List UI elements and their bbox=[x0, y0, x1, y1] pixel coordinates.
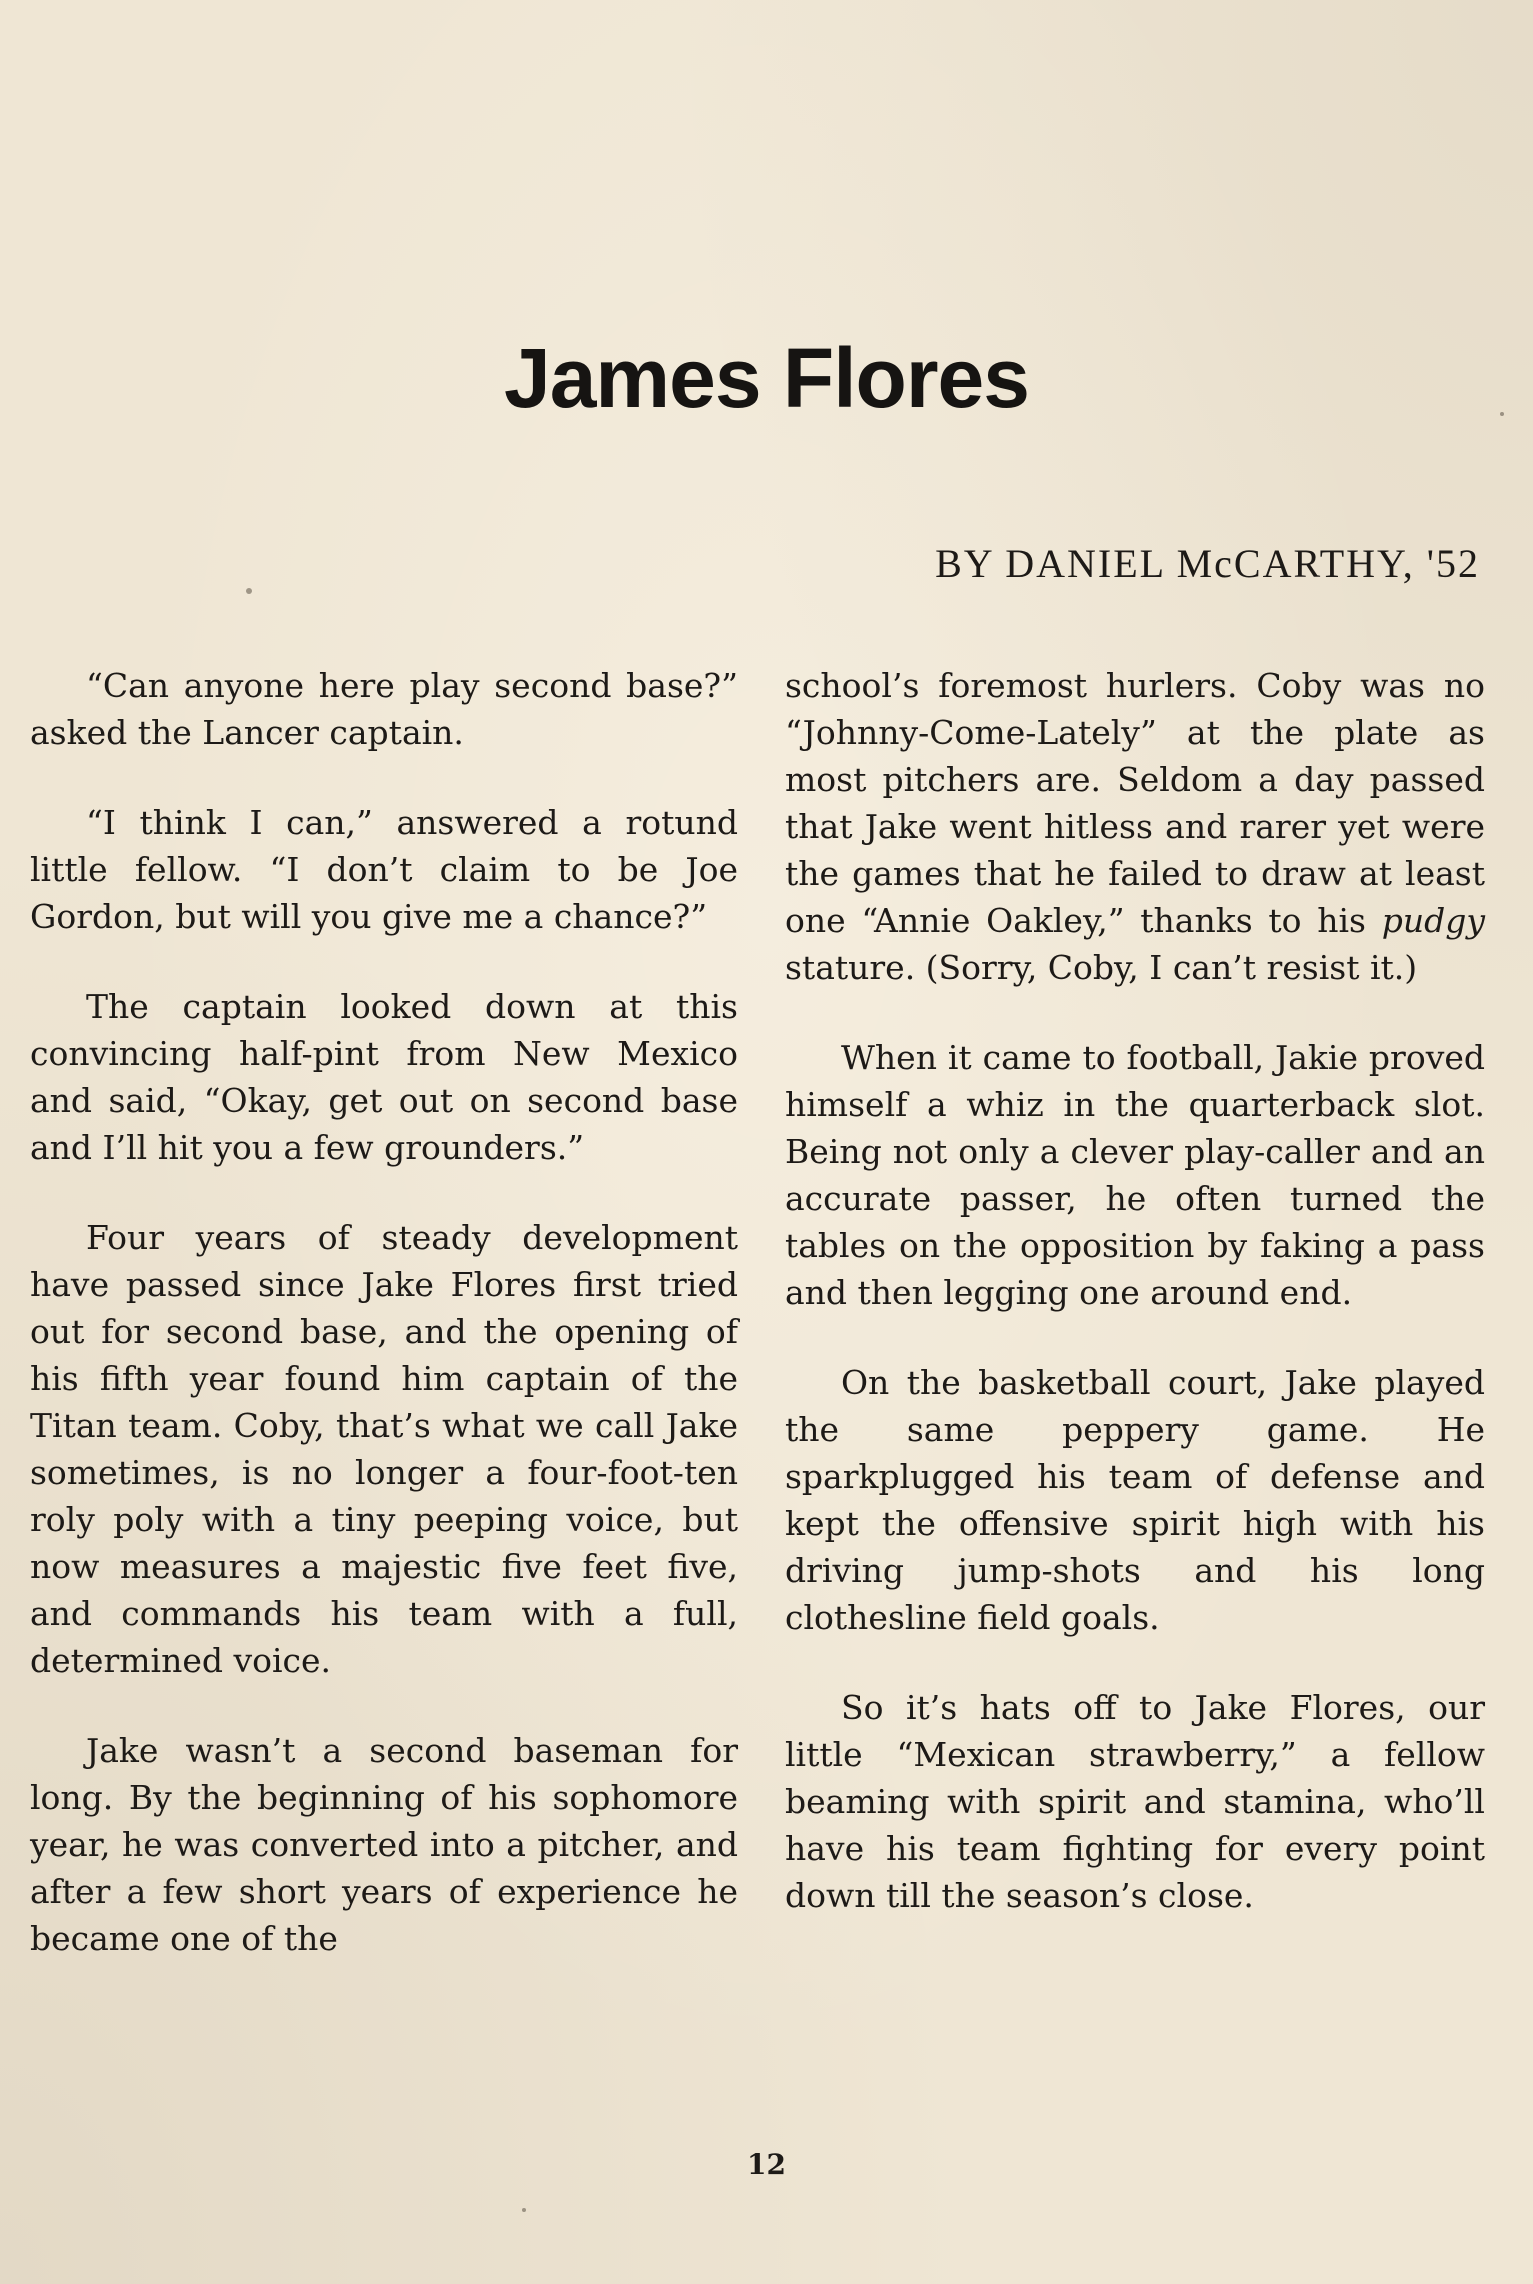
paragraph: When it came to football, Jakie proved himself a whiz in the quarterback slot. Being not only a clever play-caller and an accurate passer, he often turned the tables on the opposition by faking a pass and then legging one around end. bbox=[785, 1038, 1485, 1312]
paragraph: Four years of steady development have passed since Jake Flores first tried out for second base, and the opening of his fifth year found him captain of the Titan team. Coby, that’s what we call Jake sometimes, is no longer a four-foot-ten roly poly with a tiny peeping voice, but now measures a majestic five feet five, and commands his team with a full, determined voice. bbox=[30, 1218, 738, 1680]
print-speck bbox=[522, 2208, 526, 2212]
paragraph: On the basketball court, Jake played the same peppery game. He sparkplugged his team of defense and kept the offensive spirit high with his driving jump-shots and his long clothesline field goals. bbox=[785, 1363, 1485, 1637]
right-column bbox=[785, 662, 1485, 1962]
page-number: 12 bbox=[747, 2148, 786, 2181]
paragraph: “I think I can,” answered a rotund little fellow. “I don’t claim to be Joe Gordon, but will you give me a chance?” bbox=[30, 803, 738, 936]
continued-text: school’s foremost hurlers. Coby was no “Johnny-Come-Lately” at the plate as most pitchers are. Seldom a day passed that Jake went hitless and rarer yet were the games that he failed to draw at least one “Annie Oakley,” thanks to his bbox=[785, 666, 1485, 940]
paragraph: So it’s hats off to Jake Flores, our little “Mexican strawberry,” a fellow beaming with spirit and stamina, who’ll have his team fighting for every point down till the season’s close. bbox=[785, 1688, 1485, 1915]
emphasized-word: pudgy bbox=[1381, 901, 1485, 940]
continued-text-end: stature. (Sorry, Coby, I can’t resist it.) bbox=[785, 948, 1418, 987]
print-speck bbox=[1500, 412, 1504, 416]
article-byline: BY DANIEL McCARTHY, '52 bbox=[935, 541, 1480, 586]
continued-paragraph bbox=[785, 662, 1485, 991]
paragraph: “Can anyone here play second base?” asked the Lancer captain. bbox=[30, 666, 738, 752]
left-column bbox=[30, 662, 738, 2005]
paragraph: The captain looked down at this convincing half-pint from New Mexico and said, “Okay, get out on second base and I’ll hit you a few grounders.” bbox=[30, 987, 738, 1167]
print-speck bbox=[246, 588, 252, 594]
article-title: James Flores bbox=[504, 331, 1029, 425]
paragraph: Jake wasn’t a second baseman for long. By the beginning of his sophomore year, he was converted into a pitcher, and after a few short years of experience he became one of the bbox=[30, 1731, 738, 1958]
